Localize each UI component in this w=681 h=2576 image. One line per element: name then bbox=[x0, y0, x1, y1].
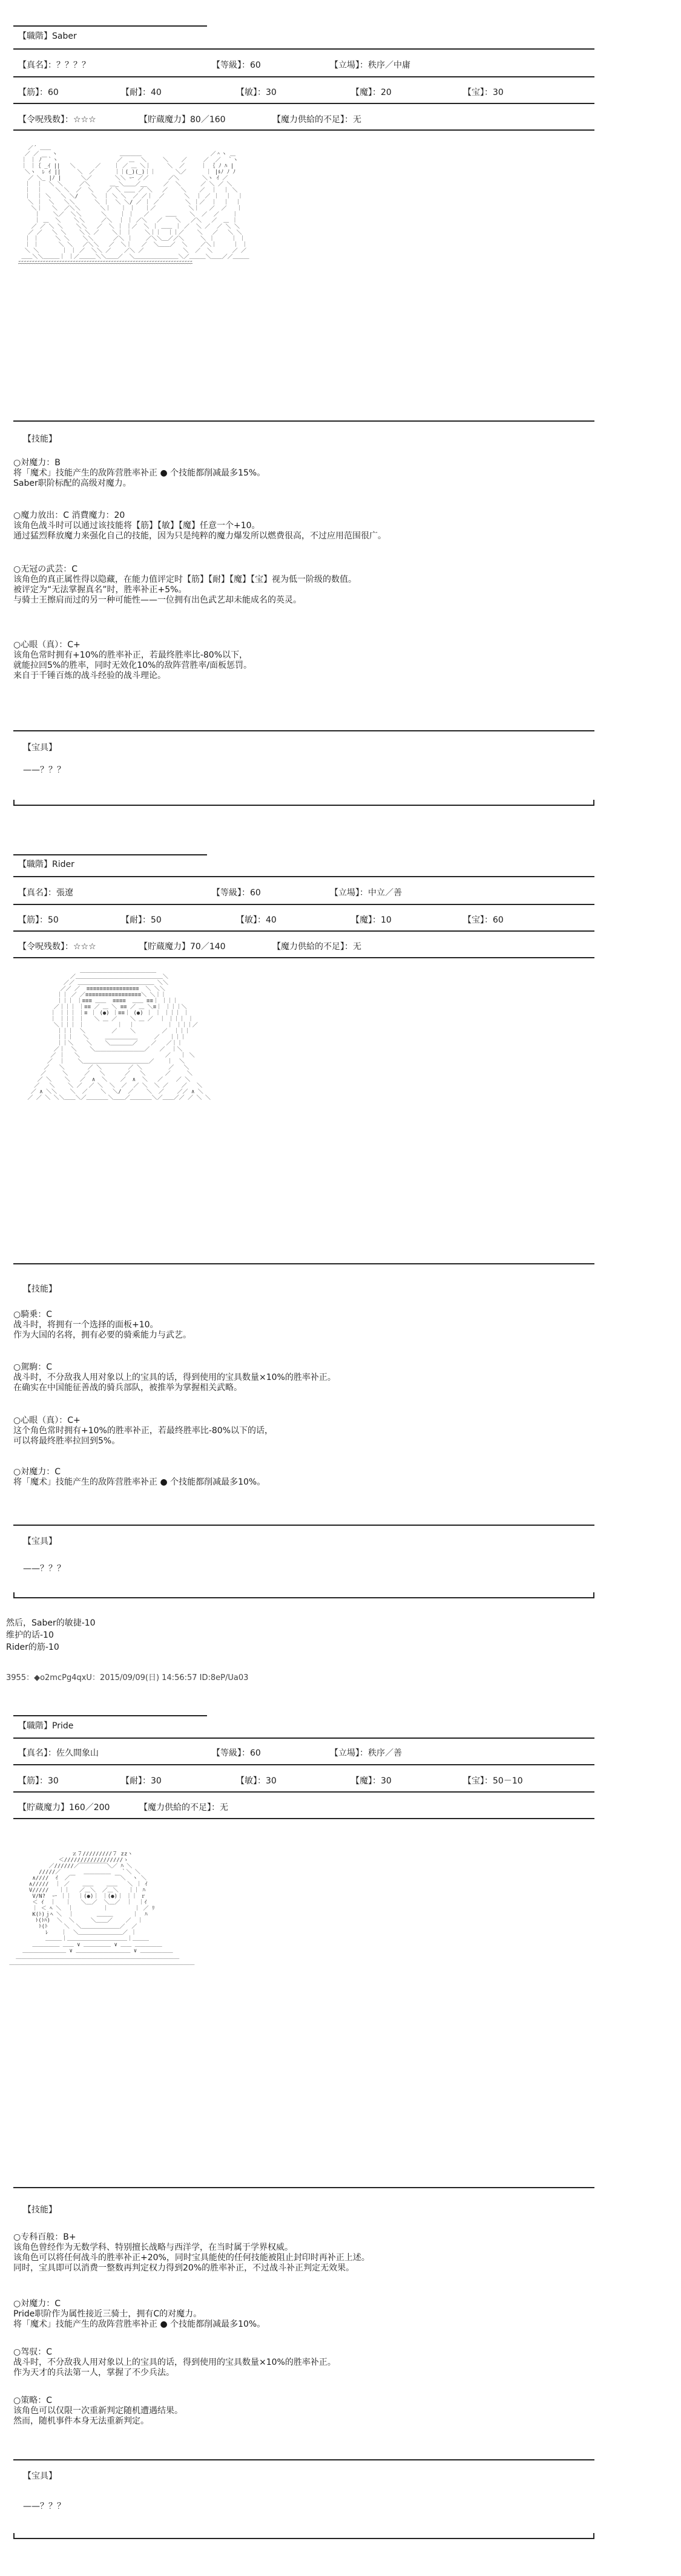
divider bbox=[13, 129, 594, 131]
pride-stored-mana: 【貯蔵魔力】160／200 bbox=[18, 1803, 110, 1813]
rider-ascii-art: ＿＿＿＿＿＿＿＿＿＿＿＿＿＿ ／＿＿＿＿＿＿＿＿＿＿＿＿＿＿＿＿＼ ／／ ＿＿＿＿＿＿＿＿＿＿＿＿＿＿ ＼＼ ／／ ／ ≡≡≡≡≡≡≡≡≡≡≡≡≡≡≡≡ ＼ ＼＼ ｜｜ ／ ／≡≡≡≡≡≡≡≡≡≡≡≡≡≡≡≡≡＼ ＼｜｜ ｜｜｜ ｜≡≡≡ ＿＿ ≡≡≡≡ ＿＿ ≡≡｜ ｜｜｜ ／｜｜｜ ｜≡≡ ／ ＿ ＼ ≡≡ ／ ＿ ＼≡｜ ｜｜｜＼ ｜ ｜｜｜ ｜≡ ｜ (●) ｜≡≡｜ (●) ｜ ｜ ｜｜｜ ｜ ｜ ｜｜｜ ｜ ＼ ＿ ／ ＼ ＿ ／ ｜ ｜｜｜ ｜ ＼｜｜｜ ｜ ｜ ｜ ｜ ｜｜｜／ ｜｜｜ ＼ ／ ＼ ／ ｜｜｜ ｜｜｜ ＼ ＿＿＿＿＿＿ ／ ｜｜｜ ｜｜＼ ＼ ＼＿＿＿＿／ ／ ／｜｜ ／｜ ＼ ＼＿＿＿＿＿＿＿＿＿／ ／ ｜＼ ／ ｜ ＼ ／ ｜ ＼ ／ ｜ ＼＿＿＿＿＿＿＿＿＿＿＿＿／ ｜ ＼ ／ ＼ ／ ＼ ／ ＼ ／ ＼ ／ ＼ ／ ＼ ／ ＼ ／ ＼ ／ ＼ ＼ ／ ∧ ＼ ／ ∧ ＼ ／ ／ ＼ ／ ＼ ＼ ／ ／ ＼ ＼ ／ ／ ＼ ＼ ／ ／ ＼ ／ ∧ ＼＼ ＼ ／ ＼ ＼/ ／ ＼ ／ ／／ ∧ ＼ ／ ／ ＼ ＼＼＿＿＼／＿＿＿＿＼＿＿／＿＿＿＿＼／＿＿／／ ／ ＼ ＼ bbox=[27, 968, 211, 1101]
saber-skill: ○无冠の武芸：C 该角色的真正属性得以隐藏，在能力值评定时【筋】【耐】【魔】【宝】视为低一阶级的数值。 被评定为“无法掌握真名”时，胜率补正+5%。 与骑士王擦肩而过的另一种可能性——一位拥有出色武艺却未能成名的英灵。 bbox=[13, 564, 357, 605]
rider-skill: ○心眼（真）：C+ 这个角色常时拥有+10%的胜率补正，若最终胜率比-80%以下的话， 可以将最终胜率拉回到5%。 bbox=[13, 1416, 274, 1446]
pride-skill: ○対魔力：C Pride职阶作为属性接近三骑士，拥有C的对魔力。 将「魔术」技能产生的敌阵营胜率补正 ● 个技能都削减最多10%。 bbox=[13, 2299, 266, 2329]
divider bbox=[13, 876, 594, 877]
saber-alignment: 【立場】：秩序／中庸 bbox=[330, 60, 410, 70]
saber-mana-shortage: 【魔力供給的不足】：无 bbox=[272, 115, 361, 125]
divider bbox=[13, 930, 594, 932]
rider-true-name: 【真名】：張遼 bbox=[18, 888, 73, 898]
divider bbox=[13, 1525, 594, 1526]
divider bbox=[13, 25, 207, 27]
divider bbox=[13, 1715, 207, 1716]
divider bbox=[13, 2538, 594, 2539]
saber-np-value: ——？？？ bbox=[23, 765, 65, 775]
rider-command-seals: 【令呪残数】：☆☆☆ bbox=[18, 942, 96, 952]
saber-np-heading: 【宝具】 bbox=[23, 743, 57, 753]
saber-skill: ○対魔力：B 将「魔术」技能产生的敌阵营胜率补正 ● 个技能都削减最多15%。 Saber职阶标配的高级对魔力。 bbox=[13, 458, 266, 488]
rider-np-heading: 【宝具】 bbox=[23, 1537, 57, 1546]
divider bbox=[13, 1597, 594, 1598]
divider bbox=[13, 420, 594, 422]
saber-endurance: 【耐】：40 bbox=[121, 88, 162, 97]
rider-skill: ○駕駒：C 战斗时，不分敌我人用对象以上的宝具的话，得到使用的宝具数量×10%的胜率补正。 在确实在中国能征善战的骑兵部队，被推举为掌握相关武略。 bbox=[13, 1362, 336, 1393]
rider-mana: 【魔】：10 bbox=[351, 915, 392, 925]
rider-skill: ○対魔力：C 将「魔术」技能产生的敌阵营胜率补正 ● 个技能都削减最多10%。 bbox=[13, 1467, 266, 1487]
divider bbox=[13, 1791, 594, 1793]
saber-agility: 【敏】：30 bbox=[236, 88, 277, 97]
divider-tick bbox=[13, 2533, 15, 2539]
divider bbox=[13, 957, 594, 958]
divider bbox=[13, 854, 207, 855]
pride-endurance: 【耐】：30 bbox=[121, 1776, 162, 1786]
divider bbox=[13, 730, 594, 731]
saber-stored-mana: 【貯蔵魔力】80／160 bbox=[139, 115, 226, 125]
saber-class-label: 【職階】Saber bbox=[18, 31, 77, 41]
divider bbox=[13, 2187, 594, 2188]
pride-level: 【等級】：60 bbox=[212, 1748, 261, 1758]
pride-skill: ○专科百般：B+ 该角色曾经作为无数学科、特别擅长战略与西洋学，在当时属于学界权威。 该角色可以将任何战斗的胜率补正+20%，同时宝具能使的任何技能被阻止封印时再补正上述。 同时，宝具即可以消费一整数再判定权力得到20%的胜率补正，不过战斗补正判定无效果。 bbox=[13, 2232, 370, 2273]
note-line: Rider的筋-10 bbox=[6, 1643, 59, 1652]
divider-tick bbox=[13, 1592, 15, 1598]
rider-strength: 【筋】：50 bbox=[18, 915, 59, 925]
divider bbox=[13, 1764, 594, 1765]
saber-level: 【等級】：60 bbox=[212, 60, 261, 70]
rider-skills-heading: 【技能】 bbox=[23, 1284, 57, 1294]
saber-true-name: 【真名】：？？？？ bbox=[18, 60, 90, 70]
rider-luck: 【宝】：60 bbox=[463, 915, 504, 925]
rider-class-label: 【職階】Rider bbox=[18, 860, 74, 869]
saber-skill: ○心眼（真）：C+ 该角色常时拥有+10%的胜率补正，若最终胜率比-80%以下， 就能拉回5%的胜率，同时无效化10%的敌阵营胜率/面板惩罚。 来自于千锤百炼的战斗经验的战斗理论。 bbox=[13, 640, 252, 681]
saber-strength: 【筋】：60 bbox=[18, 88, 59, 97]
saber-luck: 【宝】：30 bbox=[463, 88, 504, 97]
pride-mana: 【魔】：30 bbox=[351, 1776, 392, 1786]
note-line: 维护的话-10 bbox=[6, 1630, 54, 1640]
rider-endurance: 【耐】：50 bbox=[121, 915, 162, 925]
divider bbox=[13, 103, 594, 104]
pride-alignment: 【立場】：秩序／善 bbox=[330, 1748, 402, 1758]
divider bbox=[13, 805, 594, 806]
saber-ascii-art: ／´ ＿＿ ／ ／ ヽ ＿＿＿＿ ／＾ヽ ＿ ｜ ｜ ﾉ￣｀ヽ ／ ＿ ＼ ＼ ／ ／ ／ ｀ヽ ｜ ｜｛ _ｲ || ＼ ／ ｜ ／ ＿ ＼｜ ＼ ／ ｜ ｛ ﾉ ﾊ | ＼ヽ ﾚ ｲ || ＼ ／ ｜｜(_)(_)｜｜ ＼／ ｜ |ﾙﾉ ﾉ ﾉ ／ ＼_ |ﾉ | ＼／ ＼＼ ー ／／ ／＼ ＼ヽ ｲ ／ ｜ ｜ ＼ ＼ ／＼ ＿_＼＿＿／__ ／ ＼ ／ ＼ ／ ＼ ｜ ｜ ＼ ＼ ／ ＼ ／ ＼ ＿＿ ／ ＼ ／ ＼ ／ ｜ ｜ ＼ ｜ ｜ ＼ ＼ ＼/ ＼ ｜ ＼ ＼ ／ ／｜ ／ ＼ ｜ ／ ｜ ｜ ｜ ＼ ｜ ＼ ＼＼ ＼ ｜ ＼ ＼/ ／ ｜ ／ ＼ ｜／ ｜ ｜ ｜ ＼｜ ＼ ／＼＼ ＼｜ ｜ ｜ ｜／ ＼｜ ／ ／ ｜ ｜ ＼／ ＼＼ ＼ ｜ ｜ ／ ＿＿ ＼ ／ ／ ｜ ｜ ＿ ＼ ＼＼ ／＼ ｜ ｜ ／＼ ／ ＼ ／＼ ／ ＿ ｜ ／ ／ ＼ ＼ ＼＼ ／ ＼ ｜ ｜／ ＼ ｜ ＿＿ ｜ ／ ＼ ／ ／ ＼ ＼ ／ ／ ＼ ＼ ＼＼ ／ ＼｜ ｜ ＼｜｜ ｜｜／ ＼ ／ ＼ ＼ ｜ ｜ ＼ ＼ ＼＼ ／＼ ｜ ／＼＼＿／／＼ ＼ ｜ ｜ ｜ ｜ ｜ ＼ ＼ ／＼＼ ／ ＼｜ ／ ＼＿＿／ ＼ ／＼｜ ｜ ｜ ＼ ＼ ｜ ｜ ／ ＼＼ ／ ／＼ ／ ＼ ／ ＼ ／ ／ ＿＿＼＼＿＿＿｜ ｜／＿＿＿＼＼＿＿／ ＼＿＿＿＿＿＿＿＿＼／＿＿＿＼＿＿／／＿＿＿ ﾆﾆﾆﾆﾆﾆﾆﾆﾆﾆﾆﾆﾆﾆﾆﾆﾆﾆﾆﾆﾆﾆﾆﾆﾆﾆﾆﾆﾆﾆﾆﾆﾆﾆﾆﾆﾆﾆﾆﾆﾆﾆﾆﾆﾆﾆﾆﾆﾆﾆﾆﾆﾆﾆﾆﾆﾆﾆﾆﾆﾆﾆﾆﾆ bbox=[18, 145, 249, 266]
divider-tick bbox=[13, 800, 15, 806]
rider-skill: ○騎乗：C 战斗时，将拥有一个选择的面板+10。 作为大国的名将，拥有必要的骑乘能力与武艺。 bbox=[13, 1310, 191, 1340]
pride-class-label: 【職階】Pride bbox=[18, 1721, 74, 1731]
post-signature: 3955：◆o2mcPg4qxU：2015/09/09(日) 14:56:57 ID:8eP/Ua03 bbox=[6, 1673, 249, 1682]
pride-np-heading: 【宝具】 bbox=[23, 2471, 57, 2481]
pride-agility: 【敏】：30 bbox=[236, 1776, 277, 1786]
pride-np-value: ——？？？ bbox=[23, 2502, 65, 2511]
pride-luck: 【宝】：50－10 bbox=[463, 1776, 523, 1786]
divider bbox=[13, 2459, 594, 2460]
pride-skill: ○策略：C 该角色可以仅限一次重新判定随机遭遇结果。 然而，随机事件本身无法重新判定。 bbox=[13, 2396, 183, 2426]
divider bbox=[13, 1818, 594, 1819]
divider-tick bbox=[593, 1592, 594, 1598]
pride-mana-shortage: 【魔力供給的不足】：无 bbox=[139, 1803, 228, 1813]
divider-tick bbox=[593, 800, 594, 806]
pride-skills-heading: 【技能】 bbox=[23, 2205, 57, 2215]
rider-stored-mana: 【貯蔵魔力】70／140 bbox=[139, 942, 226, 952]
rider-agility: 【敏】：40 bbox=[236, 915, 277, 925]
divider bbox=[13, 904, 594, 905]
rider-level: 【等級】：60 bbox=[212, 888, 261, 898]
divider bbox=[13, 76, 594, 77]
saber-command-seals: 【令呪残数】：☆☆☆ bbox=[18, 115, 96, 125]
pride-ascii-art: ｚ７/////////７ zzヽ ＜//////////////////ゝ ／//////／￣￣￣￣￣＼／ ﾊ ＼ /////／ ＿＿＿＿＿ ｀＼ ＼ ∧//// ｲ ／￣ ￣＼ ヽ ＼ ∧///// ｜ ／ ＿＿ ＿＿ ＼ ｜ ｲ V///// ｜｜ ／＿＼ ／＿＼ ｜｜ ﾊ V/N? ー ｜｜ ｜(●)｜ ｜(●)｜ ｜｜ ｒ ＜ ｲ ｜ ｜ ＼＿／ ＼＿／ ｜ ｜ｲ ｜ ＜ ﾍ ＼ ｜ ｜ ｜ ／ ﾘ K(ﾄ)ｊﾍ ＼ ｜ ＿＿＿ ｜ ﾊ ﾄ(ﾄﾊ) ＼ ＼ ＼＿＿／ ／ ｜ ﾄ(ﾄ ＼ ＼＿＿＿＿＿＿＿／ ／ ﾚ ｜ ＼＿＿＿＿＿＿＿＿／ ｜ ＿＿＿｜＿＿＿＿＿＿＿＿＿＿＿｜＿＿＿ ＿＿＿＿＿ ＿＿ ∨ ＿＿＿＿＿ ∨ ＿＿ ＿＿＿＿＿ ＿＿＿＿＿＿＿＿ ∨ ＿＿＿＿＿＿＿＿＿＿ ∨ ＿＿＿＿＿＿ ＿＿＿＿＿＿＿＿＿＿＿＿＿＿＿＿＿＿＿＿＿＿＿＿＿＿＿＿＿＿ ＿＿＿＿＿＿＿＿＿＿＿＿＿＿＿＿＿＿＿＿＿＿＿＿＿＿＿＿＿＿＿＿＿＿ bbox=[9, 1851, 195, 1966]
pride-skill: ○驾驭：C 战斗时，不分敌我人用对象以上的宝具的话，得到使用的宝具数量×10%的胜率补正。 作为天才的兵法第一人，掌握了不少兵法。 bbox=[13, 2347, 336, 2378]
saber-skill: ○魔力放出：C 消費魔力：20 该角色战斗时可以通过该技能将【筋】【敏】【魔】任意一个+10。 通过猛烈释放魔力来强化自己的技能，因为只是纯粹的魔力爆发所以燃费很高，不过应用范围很广。 bbox=[13, 511, 386, 541]
divider-tick bbox=[593, 2533, 594, 2539]
rider-alignment: 【立場】：中立／善 bbox=[330, 888, 402, 898]
pride-true-name: 【真名】：佐久間象山 bbox=[18, 1748, 99, 1758]
saber-skills-heading: 【技能】 bbox=[23, 434, 57, 444]
rider-np-value: ——？？？ bbox=[23, 1564, 65, 1574]
pride-strength: 【筋】：30 bbox=[18, 1776, 59, 1786]
rider-mana-shortage: 【魔力供給的不足】：无 bbox=[272, 942, 361, 952]
divider bbox=[13, 1737, 594, 1739]
saber-mana: 【魔】：20 bbox=[351, 88, 392, 97]
divider bbox=[13, 1263, 594, 1264]
note-line: 然后，Saber的敏捷-10 bbox=[6, 1618, 96, 1628]
divider bbox=[13, 48, 594, 50]
